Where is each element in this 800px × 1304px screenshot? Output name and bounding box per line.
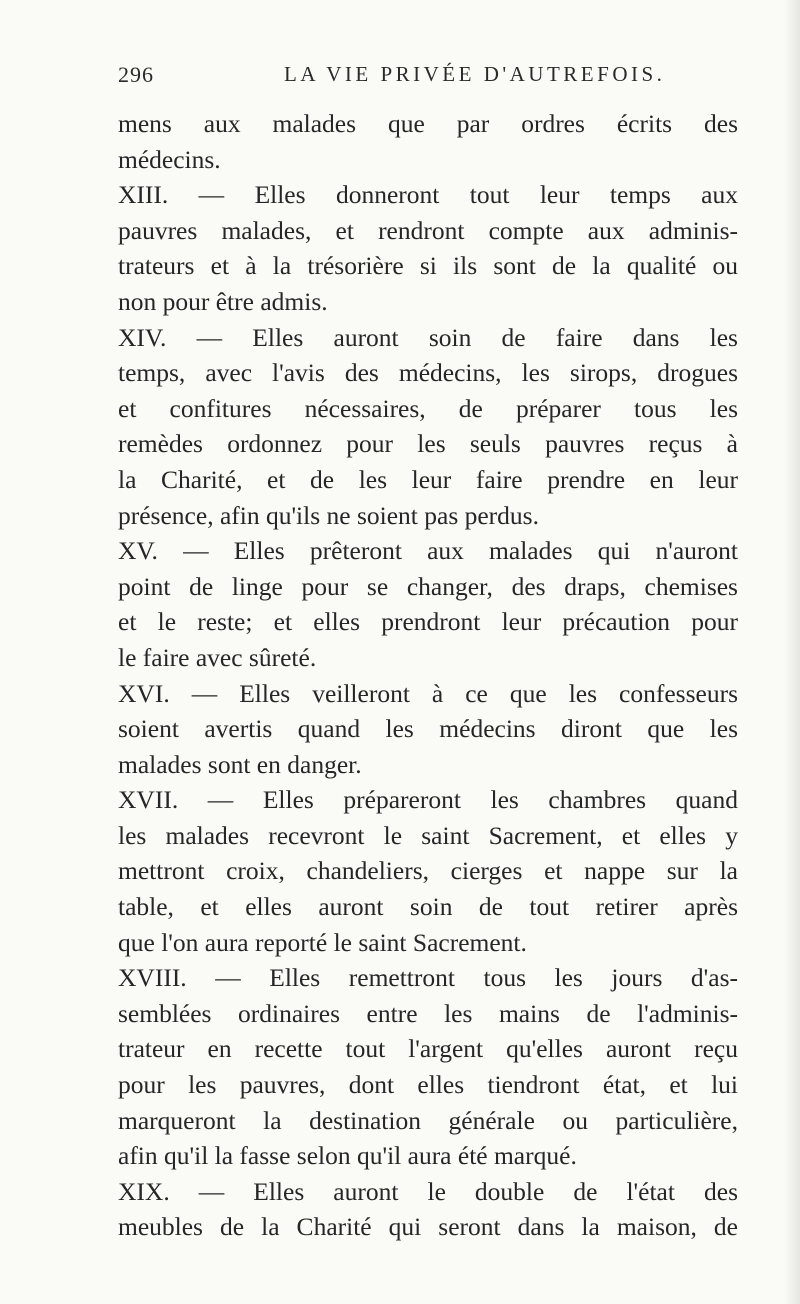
text-line: XV. — Elles prêteront aux malades qui n'auront xyxy=(118,536,738,566)
text-line: non pour être admis. xyxy=(118,286,328,316)
text-line: la Charité, et de les leur faire prendre en leur xyxy=(118,464,738,494)
text-line: présence, afin qu'ils ne soient pas perdus. xyxy=(118,500,539,530)
text-line: médecins. xyxy=(118,144,221,174)
text-line: pour les pauvres, dont elles tiendront état, et lui xyxy=(118,1070,738,1100)
text-line: pauvres malades, et rendront compte aux adminis- xyxy=(118,215,738,245)
text-line: malades sont en danger. xyxy=(118,749,362,779)
text-line: et confitures nécessaires, de préparer tous les xyxy=(118,393,738,423)
text-line: mens aux malades que par ordres écrits des xyxy=(118,109,738,138)
text-line: les malades recevront le saint Sacrement, et elles y xyxy=(118,820,738,850)
text-line: et le reste; et elles prendront leur précaution pour xyxy=(118,607,738,637)
text-line: table, et elles auront soin de tout retirer après xyxy=(118,892,738,922)
body-text xyxy=(118,106,738,1245)
text-line: soient avertis quand les médecins diront que les xyxy=(118,714,738,744)
text-line: temps, avec l'avis des médecins, les sirops, drogues xyxy=(118,358,738,388)
text-line: que l'on aura reporté le saint Sacrement. xyxy=(118,927,527,957)
text-line: XVIII. — Elles remettront tous les jours d'as- xyxy=(118,963,738,993)
running-head: LA VIE PRIVÉE D'AUTREFOIS. xyxy=(284,62,666,86)
text-line: XIII. — Elles donneront tout leur temps aux xyxy=(118,180,738,210)
text-line: meubles de la Charité qui seront dans la maison, de xyxy=(118,1212,738,1242)
page-number: 296 xyxy=(118,62,154,87)
text-line: afin qu'il la fasse selon qu'il aura été marqué. xyxy=(118,1141,577,1171)
text-line: XIX. — Elles auront le double de l'état des xyxy=(118,1176,738,1206)
text-line: XIV. — Elles auront soin de faire dans les xyxy=(118,322,738,352)
text-line: XVI. — Elles veilleront à ce que les confesseurs xyxy=(118,678,738,708)
text-line: remèdes ordonnez pour les seuls pauvres reçus à xyxy=(118,429,738,459)
text-line: trateurs et à la trésorière si ils sont de la qualité ou xyxy=(118,251,738,281)
text-line: marqueront la destination générale ou particulière, xyxy=(118,1105,738,1135)
text-line: mettront croix, chandeliers, cierges et nappe sur la xyxy=(118,856,738,886)
text-line: trateur en recette tout l'argent qu'elles auront reçu xyxy=(118,1034,738,1064)
text-line: le faire avec sûreté. xyxy=(118,642,317,672)
page-header xyxy=(118,62,738,92)
text-line: semblées ordinaires entre les mains de l'adminis- xyxy=(118,998,738,1028)
page-edge-shadow xyxy=(784,0,800,1304)
text-line: point de linge pour se changer, des draps, chemises xyxy=(118,571,738,601)
text-line: XVII. — Elles prépareront les chambres quand xyxy=(118,785,738,815)
